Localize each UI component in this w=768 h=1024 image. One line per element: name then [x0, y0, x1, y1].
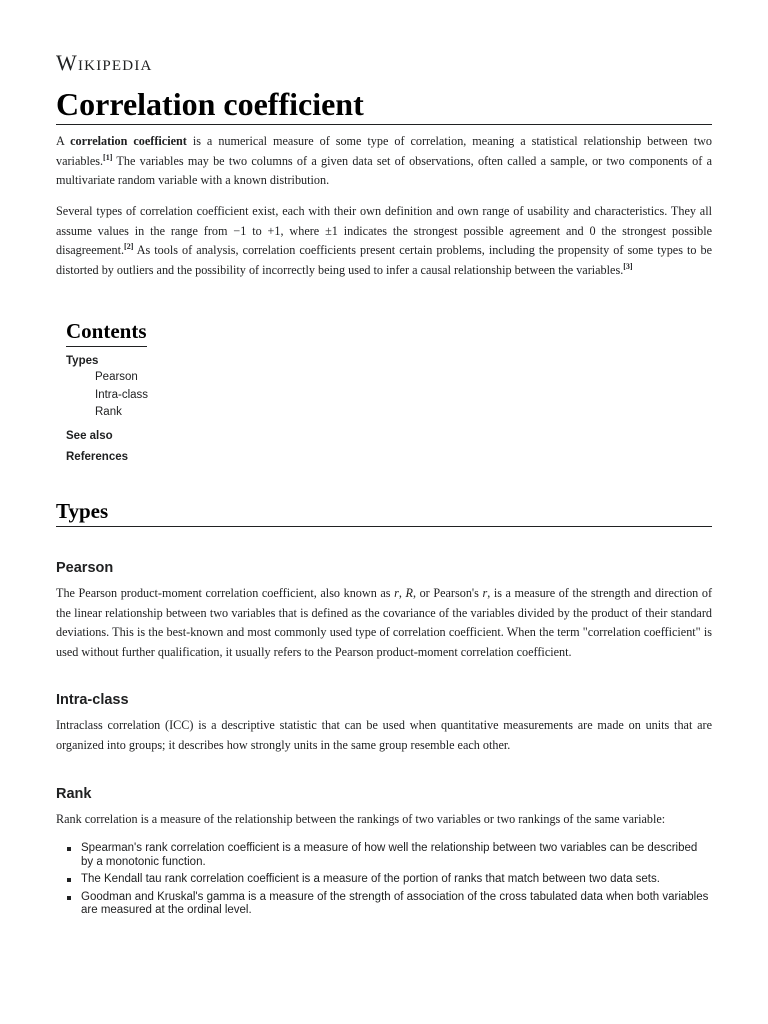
- section-heading-types: Types: [56, 498, 712, 527]
- page-title: Correlation coefficient: [56, 84, 712, 125]
- bullet-marker: [67, 896, 71, 900]
- toc-link-rank[interactable]: Rank: [95, 406, 122, 418]
- bullet-text: The Kendall tau rank correlation coefficient is a measure of the portion of ranks that match between two data sets.: [81, 873, 660, 885]
- toc-title: Contents: [66, 318, 147, 347]
- intro-p1-text1: is a numerical measure of some type of correlation, meaning a statistical relationship between two variables.: [56, 134, 713, 168]
- list-item: [56, 842, 712, 869]
- intro-p2-text1: Several types of correlation coefficient exist, each with their own definition and own range of usability and characteristics. They all assume values in the range from −1 to +1, where ±1 indicates the strongest possible agreement and 0 the strongest possible disagreement.: [56, 204, 712, 257]
- intro-p1-pre: A: [56, 134, 71, 148]
- wikipedia-wordmark[interactable]: [56, 50, 153, 76]
- intraclass-paragraph: Intraclass correlation (ICC) is a descriptive statistic that can be used when quantitative measurements are made on units that are organized into groups; it describes how strongly units in the same group resemble each other.: [56, 718, 712, 752]
- subsection-heading-intraclass: Intra-class: [56, 692, 129, 708]
- toc-link-pearson[interactable]: Pearson: [95, 371, 138, 383]
- toc-link-see-also[interactable]: See also: [66, 429, 113, 442]
- toc-item-types: [66, 353, 148, 422]
- toc-item-references: [66, 449, 148, 465]
- bullet-marker: [67, 878, 71, 882]
- rank-paragraph: Rank correlation is a measure of the relationship between the rankings of two variables or two rankings of the same variable:: [56, 812, 666, 826]
- subsection-heading-rank: Rank: [56, 786, 92, 802]
- subsection-heading-pearson: Pearson: [56, 560, 114, 576]
- wordmark-text: Wikipedia: [56, 50, 153, 75]
- var-r-2: r: [482, 586, 488, 600]
- toc-list: [66, 353, 148, 465]
- intro-p2-text2: As tools of analysis, correlation coefficients present certain problems, including the propensity of some types to be distorted by outliers and the possibility of incorrectly being used to infer a causal relationship between the variables.: [56, 243, 712, 277]
- citation-link-1[interactable]: [1]: [103, 152, 113, 162]
- toc-link-references[interactable]: References: [66, 450, 129, 463]
- intro-paragraph-1: [56, 132, 712, 191]
- toc-link-types[interactable]: Types: [66, 355, 99, 367]
- pearson-paragraph: [56, 584, 712, 662]
- bullet-text: Spearman's rank correlation coefficient is a measure of how well the relationship between two variables can be described by a monotonic function.: [81, 842, 698, 868]
- list-item: [56, 891, 712, 918]
- bullet-marker: [67, 847, 71, 851]
- var-R: R: [405, 586, 413, 600]
- intro-paragraph-2: [56, 202, 712, 280]
- rank-bullet-list: [56, 842, 712, 922]
- var-r: r: [394, 586, 399, 600]
- toc-link-intraclass[interactable]: Intra-class: [95, 388, 149, 401]
- toc-item-intraclass: [95, 387, 148, 405]
- intro-p1-text2: The variables may be two columns of a given data set of observations, often called a sample, or two components of a multivariate random variable with a known distribution.: [56, 153, 712, 187]
- intro-term: correlation coefficient: [70, 134, 187, 148]
- toc-sublist-types: [66, 369, 148, 422]
- pearson-text-3: , is a measure of the strength and direction of the linear relationship between two variables that is defined as the covariance of the variables divided by the product of their standard deviations. This is the best-known and most commonly used type of correlation coefficient. When the term "correlation coefficient" is used without further qualification, it usually refers to the Pearson product-moment correlation coefficient.: [56, 586, 713, 659]
- toc-item-pearson: [95, 369, 148, 387]
- pearson-comma: ,: [398, 586, 406, 600]
- toc-item-rank: [95, 404, 148, 422]
- pearson-text-1: The Pearson product-moment correlation coefficient, also known as: [56, 586, 395, 600]
- list-item: [56, 873, 712, 887]
- citation-link-3[interactable]: [3]: [623, 261, 633, 271]
- toc-item-see-also: [66, 428, 148, 444]
- pearson-text-2: , or Pearson's: [412, 586, 483, 600]
- citation-link-2[interactable]: [2]: [124, 241, 134, 251]
- bullet-text: Goodman and Kruskal's gamma is a measure of the strength of association of the cross tabulated data when both variables are measured at the ordinal level.: [81, 890, 709, 916]
- table-of-contents: [66, 318, 148, 465]
